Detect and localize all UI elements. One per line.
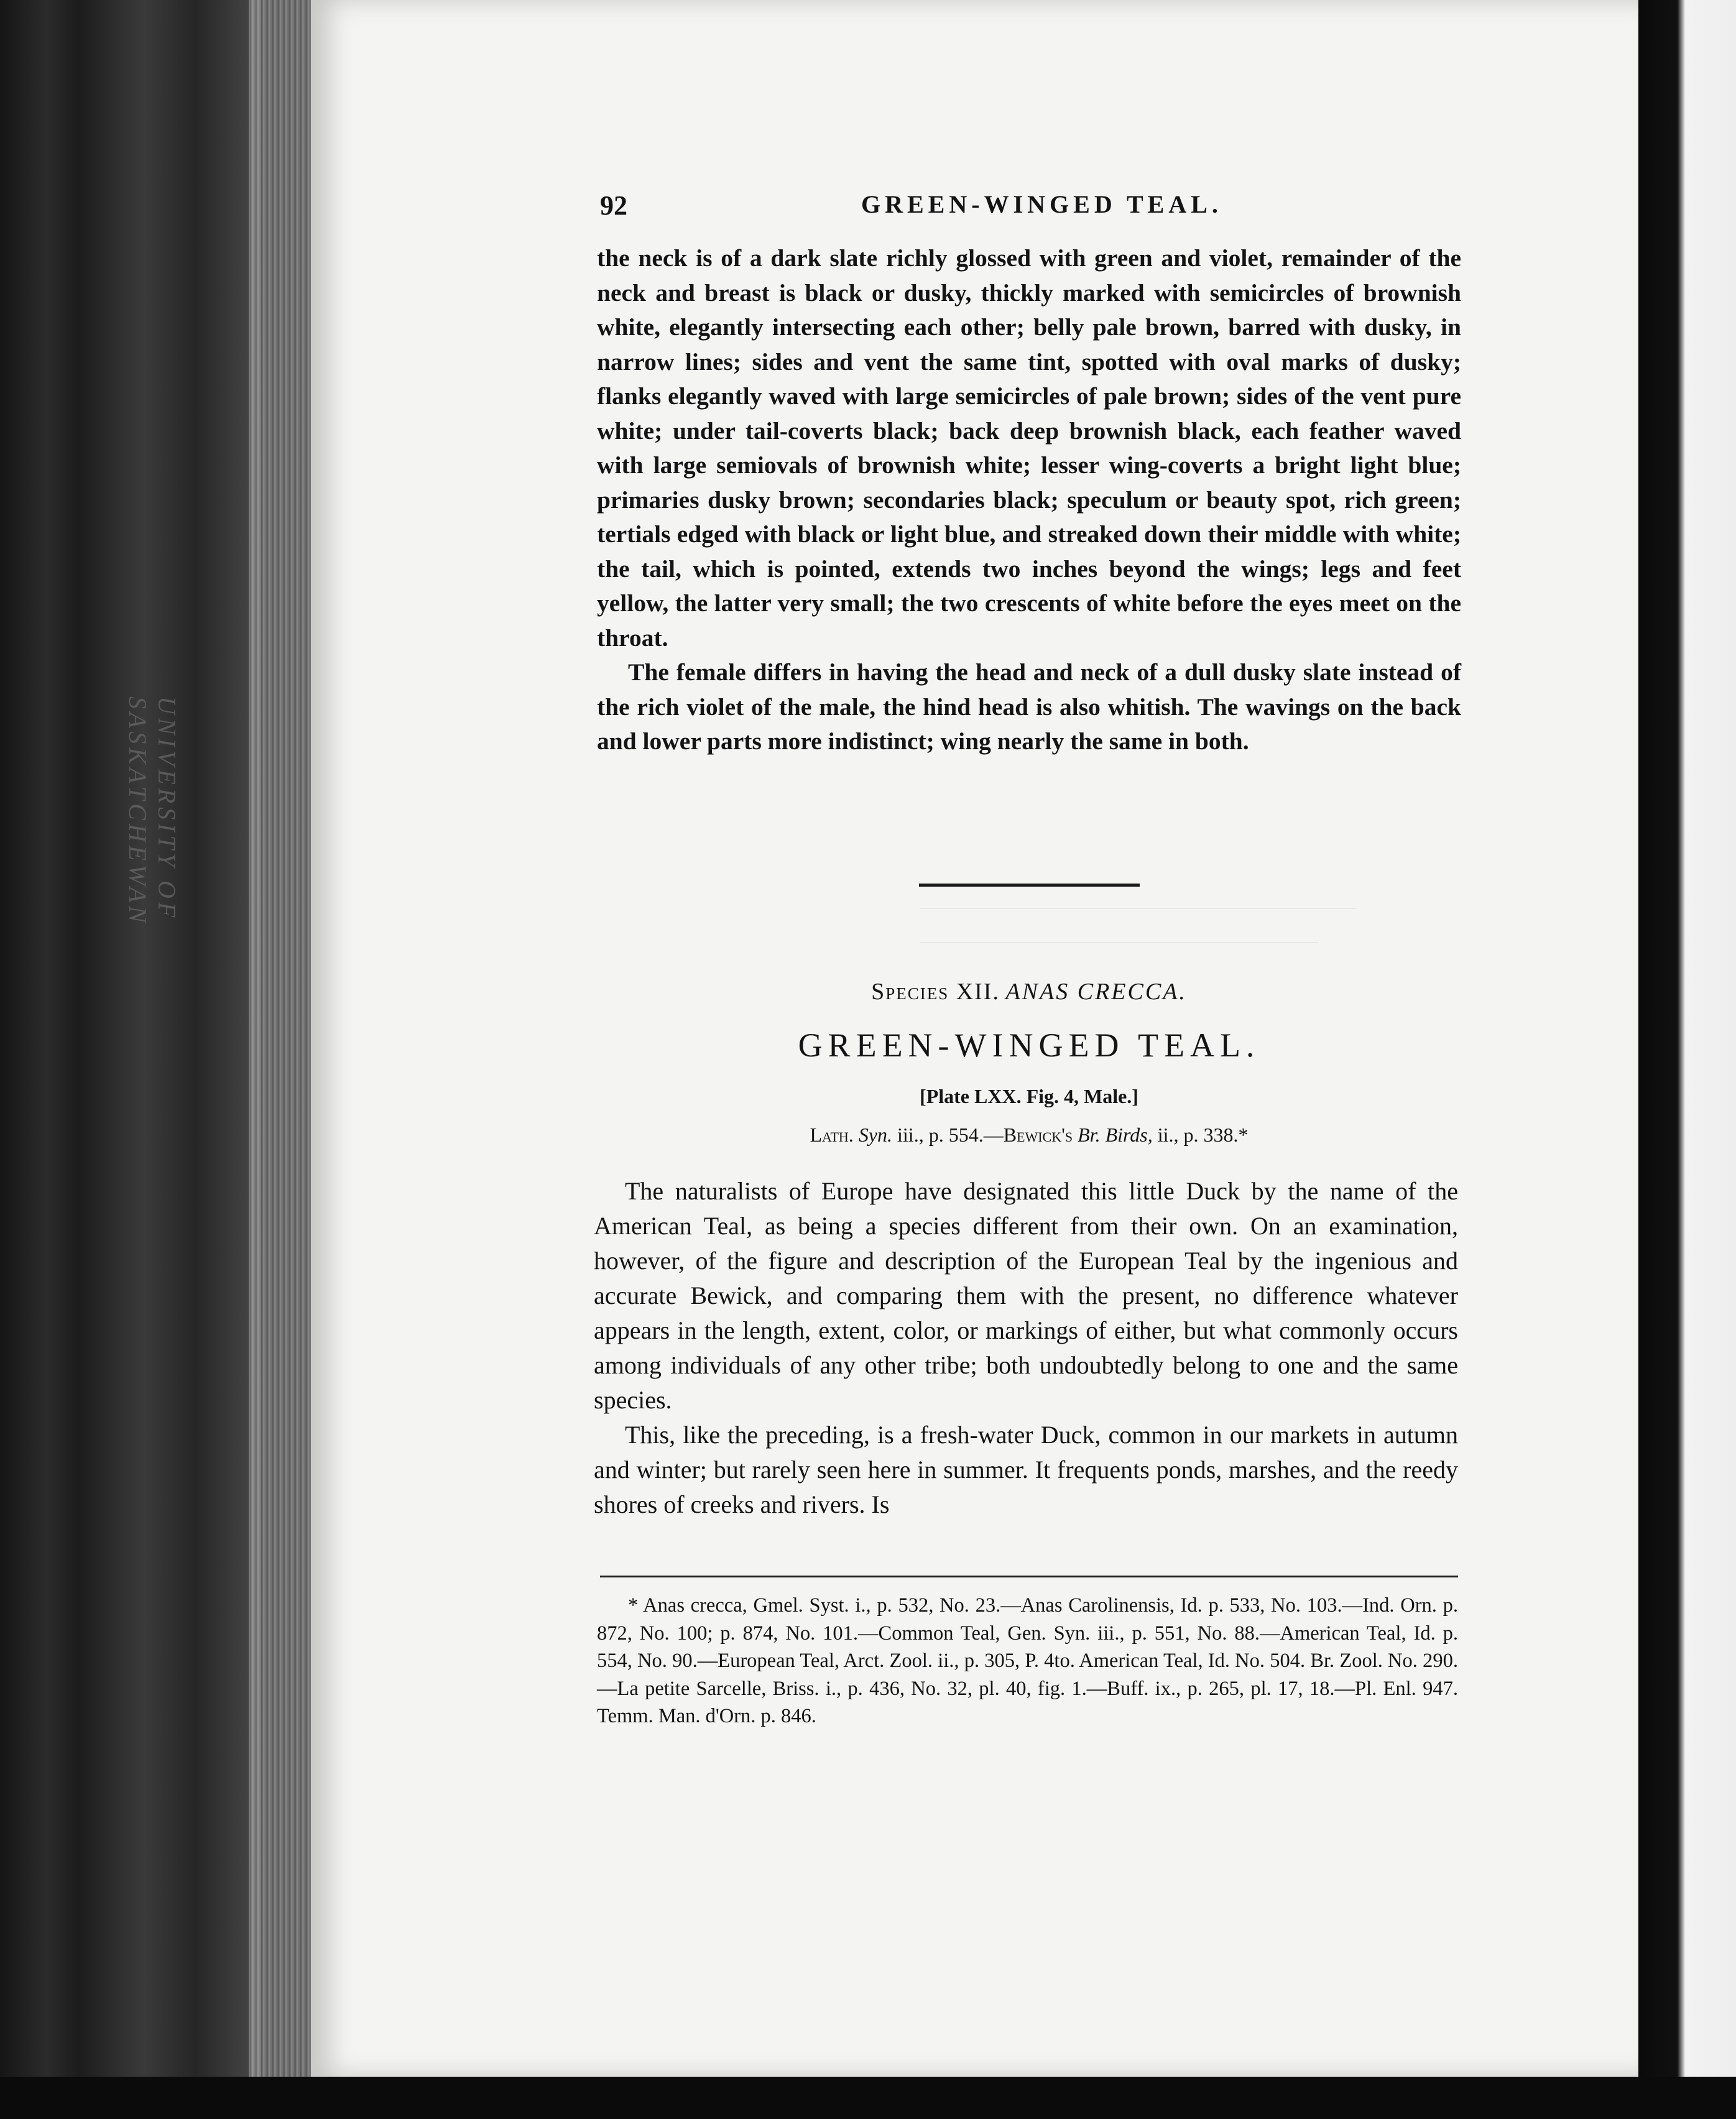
running-head <box>600 190 1471 227</box>
species-latin-name: ANAS CRECCA. <box>1005 979 1187 1005</box>
ref-author: Lath. <box>810 1124 854 1146</box>
section-rule <box>919 884 1140 887</box>
ref-page: ii., p. 338.* <box>1157 1124 1249 1146</box>
show-through-line <box>920 908 1355 909</box>
footnote-text: * Anas crecca, Gmel. Syst. i., p. 532, No. 23.—Anas Carolinensis, Id. p. 533, No. 103.—Ind. Orn. p. 872, No. 100; p. 874, No. 101.—Common Teal, Gen. Syn. iii., p. 551, No. 88.—American Teal, Id. p. 554, No. 90.—European Teal, Arct. Zool. ii., p. 305, P. 4to. American Teal, Id. No. 504. Br. Zool. No. 290.—La petite Sarcelle, Briss. i., p. 436, No. 32, pl. 40, fig. 1.—Buff. ix., p. 265, pl. 17, 18.—Pl. Enl. 947. Temm. Man. d'Orn. p. 846. <box>597 1594 1458 1727</box>
ref-work: Br. Birds, <box>1078 1124 1153 1146</box>
body-text-top <box>597 241 1461 759</box>
paragraph: This, like the preceding, is a fresh-water Duck, common in our markets in autumn and winter; but rarely seen here in summer. It frequents ponds, marshes, and the reedy shores of creeks and rivers. Is <box>594 1421 1458 1518</box>
show-through-line <box>920 942 1318 943</box>
footnote <box>597 1592 1458 1730</box>
right-margin-edge <box>1638 0 1736 2119</box>
ref-work: Syn. <box>858 1124 893 1146</box>
plate-reference: [Plate LXX. Fig. 4, Male.] <box>920 1085 1138 1107</box>
species-heading <box>597 978 1461 1005</box>
book-spine <box>0 0 261 2119</box>
page-edges <box>249 0 317 2077</box>
bibliographic-references <box>597 1124 1461 1147</box>
paragraph: The female differs in having the head and neck of a dull dusky slate instead of the rich violet of the male, the hind head is also whitish. The wavings on the back and lower parts more indistinct; wing nearly the same in both. <box>597 658 1461 755</box>
bottom-shadow <box>0 2077 1736 2119</box>
species-number: Species XII. <box>871 979 1000 1005</box>
paragraph: the neck is of a dark slate richly glossed with green and violet, remainder of the neck and breast is black or dusky, thickly marked with semicircles of brownish white, elegantly intersecting each other; belly pale brown, barred with dusky, in narrow lines; sides and vent the same tint, spotted with oval marks of dusky; flanks elegantly waved with large semicircles of pale brown; sides of the vent pure white; under tail-coverts black; back deep brownish black, each feather waved with large semiovals of brownish white; lesser wing-coverts a bright light blue; primaries dusky brown; secondaries black; speculum or beauty spot, rich green; tertials edged with black or light blue, and streaked down their middle with white; the tail, which is pointed, extends two inches beyond the wings; legs and feet yellow, the latter very small; the two crescents of white before the eyes meet on the throat. <box>597 244 1461 652</box>
body-text-main <box>594 1174 1458 1522</box>
ref-page: iii., p. 554.— <box>897 1124 1004 1146</box>
paragraph: The naturalists of Europe have designated this little Duck by the name of the American Teal, as being a species different from their own. On an examination, however, of the figure and description of the European Teal by the ingenious and accurate Bewick, and comparing them with the present, no difference whatever appears in the length, extent, color, or markings of either, but what commonly occurs among individuals of any other tribe; both undoubtedly belong to one and the same species. <box>594 1177 1458 1414</box>
running-title: GREEN-WINGED TEAL. <box>861 190 1222 218</box>
page-number: 92 <box>600 190 627 221</box>
ref-author: Bewick's <box>1003 1124 1073 1146</box>
footnote-rule <box>600 1576 1458 1577</box>
section-title: GREEN-WINGED TEAL. <box>798 1027 1260 1064</box>
library-stamp: UNIVERSITY OF SASKATCHEWAN <box>124 696 181 926</box>
